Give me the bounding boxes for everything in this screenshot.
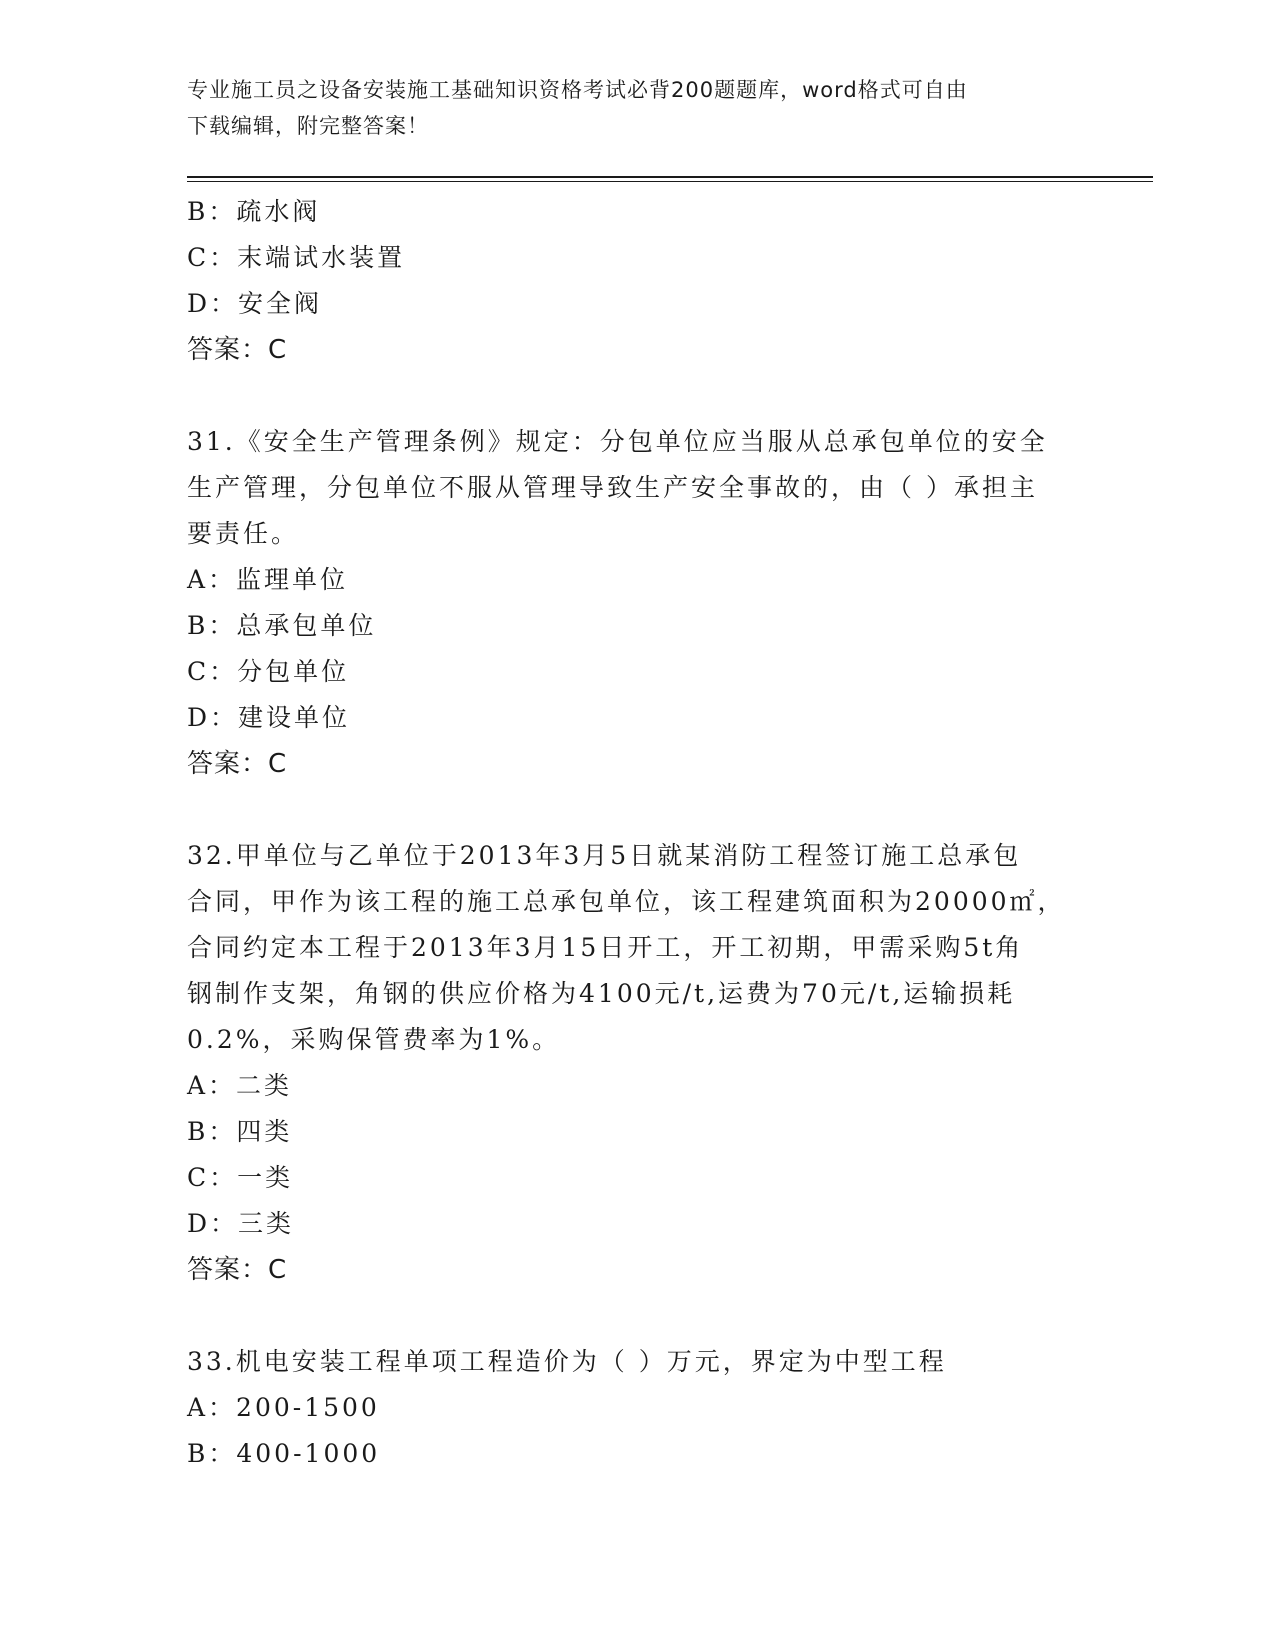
question-text-line: 钢制作支架，角钢的供应价格为4100元/t,运费为70元/t,运输损耗 bbox=[187, 979, 1016, 1008]
answer-line: 答案：C bbox=[187, 335, 288, 365]
question-33 bbox=[187, 1339, 1087, 1477]
question-31 bbox=[187, 419, 1087, 787]
spacer bbox=[187, 1293, 1087, 1339]
question-text-line: 合同，甲作为该工程的施工总承包单位，该工程建筑面积为20000㎡， bbox=[187, 887, 1066, 916]
question-text-line: 合同约定本工程于2013年3月15日开工，开工初期，甲需采购5t角 bbox=[187, 933, 1024, 962]
option-b: B：疏水阀 bbox=[187, 197, 321, 226]
document-header bbox=[187, 72, 1067, 144]
option-b: B：400-1000 bbox=[187, 1439, 381, 1468]
spacer bbox=[187, 787, 1087, 833]
header-divider-thin bbox=[187, 181, 1153, 182]
option-c: C：分包单位 bbox=[187, 657, 350, 686]
question-text-line: 生产管理，分包单位不服从管理导致生产安全事故的，由（ ）承担主 bbox=[187, 473, 1038, 502]
question-32 bbox=[187, 833, 1087, 1293]
option-b: B：四类 bbox=[187, 1117, 293, 1146]
question-text-line: 要责任。 bbox=[187, 519, 300, 548]
header-line-1: 专业施工员之设备安装施工基础知识资格考试必背200题题库，word格式可自由 bbox=[187, 78, 968, 102]
question-text-line: 31.《安全生产管理条例》规定：分包单位应当服从总承包单位的安全 bbox=[187, 427, 1048, 456]
option-a: A：二类 bbox=[187, 1071, 293, 1100]
answer-line: 答案：C bbox=[187, 749, 288, 779]
answer-line: 答案：C bbox=[187, 1255, 288, 1285]
option-d: D：三类 bbox=[187, 1209, 295, 1238]
header-divider-thick bbox=[187, 176, 1153, 178]
question-text-line: 32.甲单位与乙单位于2013年3月5日就某消防工程签订施工总承包 bbox=[187, 841, 1022, 870]
option-c: C：末端试水装置 bbox=[187, 243, 406, 272]
option-d: D：安全阀 bbox=[187, 289, 323, 318]
question-content bbox=[187, 189, 1087, 1477]
option-a: A：200-1500 bbox=[187, 1393, 380, 1422]
option-a: A：监理单位 bbox=[187, 565, 349, 594]
header-line-2: 下载编辑，附完整答案！ bbox=[187, 114, 429, 138]
spacer bbox=[187, 373, 1087, 419]
option-c: C：一类 bbox=[187, 1163, 294, 1192]
question-text-line: 33.机电安装工程单项工程造价为（ ）万元，界定为中型工程 bbox=[187, 1347, 947, 1376]
option-b: B：总承包单位 bbox=[187, 611, 377, 640]
question-30-tail bbox=[187, 189, 1087, 373]
question-text-line: 0.2%，采购保管费率为1%。 bbox=[187, 1025, 561, 1054]
option-d: D：建设单位 bbox=[187, 703, 351, 732]
